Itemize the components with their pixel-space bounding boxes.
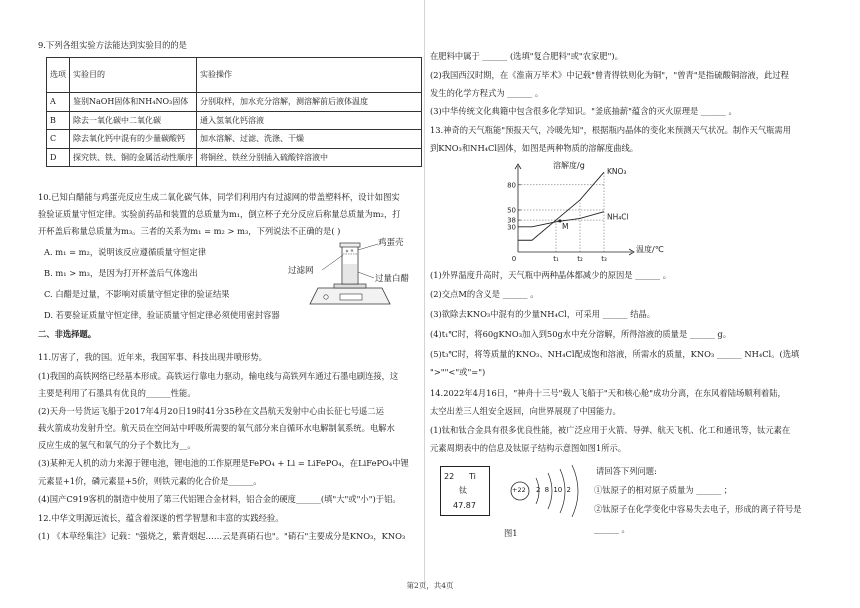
q11-line7: (3)某种无人机的动力来源于锂电池，锂电池的工作原理是FePO₄ + Li = LiFePO₄，在LiFePO₄中锂 <box>38 458 409 468</box>
leader-line <box>322 255 343 270</box>
table-row <box>47 58 422 93</box>
table-cell: 除去一氧化碳中二氧化碳 <box>70 111 197 130</box>
q10-option-a: A. m₁ = m₂，说明该反应遵循质量守恒定律 <box>44 247 207 257</box>
scale-display <box>340 294 362 300</box>
page-footer: 第2页，共4页 <box>406 581 454 590</box>
table-row <box>47 130 422 149</box>
x-tick-label: 0 <box>511 255 517 263</box>
q13-line2: 到KNO₃和NH₄Cl固体，如图是两种物质的溶解度曲线。 <box>430 143 639 153</box>
leader-line <box>358 272 374 278</box>
q12-cont-line2: (2)我国西汉时期，在《淮南万毕术》中记载"曾青得铁则化为铜"，"曾青"是指硫酸铜溶液，此过程 <box>430 70 789 80</box>
q10-option-d: D. 若要验证质量守恒定律，验证质量守恒定律必须使用密封容器 <box>44 310 280 320</box>
q10-line3: 开杯盖后称量总质量为m₃。三者的关系为m₁ = m₂ > m₃，下列说法不正确的是( ) <box>38 226 341 236</box>
q11-line1: 11.厉害了，我的国。近年来，我国军事、科技出现井喷形势。 <box>38 352 267 362</box>
table-cell: 探究铁、铁、铜的金属活动性顺序 <box>70 148 197 167</box>
element-name: 钛 <box>459 486 467 495</box>
kno3-series-label: KNO₃ <box>607 167 627 177</box>
q13-line1: 13.神奇的天气瓶能"预报天气，冷暖先知"，根据瓶内晶体的变化来预测天气状况。制作天气瓶需用 <box>430 125 792 135</box>
table-cell: 除去氧化钙中混有的少量碳酸钙 <box>70 130 197 149</box>
q14-ask2: ②钛原子在化学变化中容易失去电子，形成的离子符号是 <box>594 504 802 514</box>
atomic-number: 22 <box>444 472 455 481</box>
nh4cl-curve <box>518 212 604 227</box>
intersection-label-m: M <box>562 221 569 231</box>
q14-line4: 元素周期表中的信息及钛原子结构示意图如图1所示。 <box>430 443 627 453</box>
q13-sub5: (5)t₃℃时，将等质量的KNO₃、NH₄Cl配成饱和溶液，所需水的质量，KNO₃ ______ NH₄Cl。(选填 <box>430 349 800 359</box>
x-tick-label: t₁ <box>553 255 559 263</box>
atomic-mass: 47.87 <box>453 501 476 510</box>
q10-line1: 10.已知白醋能与鸡蛋壳反应生成二氧化碳气体，同学们利用内有过滤网的带盖塑料杯，设计如图实 <box>38 192 400 202</box>
element-card-titanium <box>440 466 490 516</box>
q12-cont-line1: 在肥料中属于 ______ (选填"复合肥料"或"农家肥")。 <box>430 51 623 61</box>
q14-ask2b: ______ 。 <box>594 524 630 534</box>
q13-sub5b: ">""<"或"=") <box>430 367 486 377</box>
q14-line3: (1)钛和钛合金具有很多优良性能，被广泛应用于火箭、导弹、航天飞机、化工和通讯等，钛元素在 <box>430 425 791 435</box>
section-nonchoice-title: 二、非选择题。 <box>38 329 97 339</box>
q14-line2: 太空出差三人组安全返回，向世界展现了中国能力。 <box>430 406 621 416</box>
q13-sub1: (1)外界温度升高时，天气瓶中两种晶体都减少的原因是 ______ 。 <box>430 270 672 280</box>
leader-line <box>358 244 378 250</box>
q11-line6: 反应生成的氢气和氧气的分子个数比为__。 <box>38 440 196 450</box>
table-row <box>47 148 422 167</box>
y-tick-label: 50 <box>507 206 516 215</box>
table-cell: 鉴别NaOH固体和NH₄NO₃固体 <box>70 93 197 112</box>
y-tick-label: 80 <box>507 181 516 190</box>
element-symbol: Ti <box>469 472 476 481</box>
q12-line1: 12.中华文明源远流长，蕴含着深遂的哲学智慧和丰富的实践经验。 <box>38 513 284 523</box>
kno3-curve <box>518 172 604 240</box>
table-cell: 通入氢氧化钙溶液 <box>197 111 422 130</box>
table-cell: A <box>47 93 70 112</box>
q10-option-c: C. 白醋是过量，不影响对质量守恒定律的验证结果 <box>44 289 230 299</box>
chart-xlabel: 温度/℃ <box>636 245 664 254</box>
q11-line8: 元素显+1价，磷元素显+5价，则铁元素的化合价是______。 <box>38 476 262 486</box>
q14-line1: 14.2022年4月16日，"神舟十三号"载人飞船于"天和核心舱"成功分离，在东风着陆场顺利着陆， <box>430 388 786 398</box>
table-header-operation: 实验操作 <box>197 58 422 93</box>
q12-cont-line3: 发生的化学方程式为 ______ 。 <box>430 88 544 98</box>
cup-lid <box>340 243 360 247</box>
table-cell: 加水溶解、过滤、洗涤、干燥 <box>197 130 422 149</box>
eggshell-piece <box>346 250 349 253</box>
label-eggshell: 鸡蛋壳 <box>378 238 404 248</box>
scale-pan <box>334 284 366 288</box>
table-header-goal: 实验目的 <box>70 58 197 93</box>
column-divider <box>424 0 425 585</box>
y-tick-label: 30 <box>507 223 516 232</box>
table-cell: 分别取样，加水充分溶解，测溶解前后液体温度 <box>197 93 422 112</box>
q13-sub2: (2)交点M的含义是 ______ 。 <box>430 289 539 299</box>
q9-stem: 9.下列各组实验方法能达到实验目的的是 <box>38 40 187 50</box>
table-cell: 将铜丝、铁丝分别插入硫酸锌溶液中 <box>197 148 422 167</box>
eggshell-piece <box>351 249 354 252</box>
x-tick-label: t₃ <box>601 255 607 263</box>
table-row <box>47 93 422 112</box>
q11-line5: 载火箭成功发射升空。航天员在空间站中呼吸所需要的氧气部分来自循环水电解制氧系统。电解水 <box>38 423 395 433</box>
table-row <box>47 111 422 130</box>
figure-1-caption: 图1 <box>504 528 518 538</box>
vinegar-liquid <box>343 264 357 283</box>
q12-cont-line4: (3)中华传统文化典籍中包含很多化学知识。"釜底抽薪"蕴含的灭火原理是 ______ 。 <box>430 106 737 116</box>
q11-line4: (2)天舟一号货运飞船于2017年4月20日19时41分35秒在文昌航天发射中心由长征七号遥二运 <box>38 406 384 416</box>
q13-sub4: (4)t₁℃时，将60gKNO₃加入到50g水中充分溶解，所得溶液的质量是 ______ g。 <box>430 329 732 339</box>
table-cell: D <box>47 148 70 167</box>
electron-counts: 2 8 10 2 <box>536 486 571 494</box>
label-filter-net: 过滤网 <box>288 266 314 276</box>
q10-line2: 验验证质量守恒定律。实验前药品和装置的总质量为m₁，倒立杯子充分反应后称量总质量为m₂，打 <box>38 209 401 219</box>
q11-line3: 主要是利用了石墨具有优良的______性能。 <box>38 388 196 398</box>
table-header-option: 选项 <box>47 58 70 93</box>
q14-ask1: ①钛原子的相对原子质量为 ______ ； <box>594 485 733 495</box>
x-tick-label: t₂ <box>577 255 583 263</box>
y-tick-label: 38 <box>507 216 516 225</box>
nh4cl-series-label: NH₄Cl <box>607 212 629 222</box>
table-cell: C <box>47 130 70 149</box>
label-vinegar: 过量白醋 <box>375 274 410 284</box>
electron-shell-4 <box>572 465 578 517</box>
q10-option-b: B. m₁ > m₃，是因为打开杯盖后气体逸出 <box>44 268 198 278</box>
q12-line2: (1) 《本草经集注》记载："强烧之，紫青烟起……云是真硝石也"。"硝石"主要成分是KNO₃，KNO₃ <box>38 531 406 541</box>
q11-line2: (1)我国的高铁网络已经基本形成。高铁运行靠电力驱动，输电线与高铁列车通过石墨电刷连接，这 <box>38 371 399 381</box>
nucleus-charge: +22 <box>512 486 526 494</box>
q14-prompt: 请回答下列问题: <box>596 466 657 476</box>
q13-sub3: (3)欲除去KNO₃中混有的少量NH₄Cl，可采用 ______ 结晶。 <box>430 309 656 319</box>
table-cell: B <box>47 111 70 130</box>
q11-line9: (4)国产C919客机的制造中使用了第三代铝锂合金材料，铝合金的硬度______(填"大"或"小")于铝。 <box>38 494 401 504</box>
chart-ylabel: 溶解度/g <box>553 161 585 170</box>
scale-button <box>324 295 328 299</box>
q9-table <box>46 57 422 167</box>
